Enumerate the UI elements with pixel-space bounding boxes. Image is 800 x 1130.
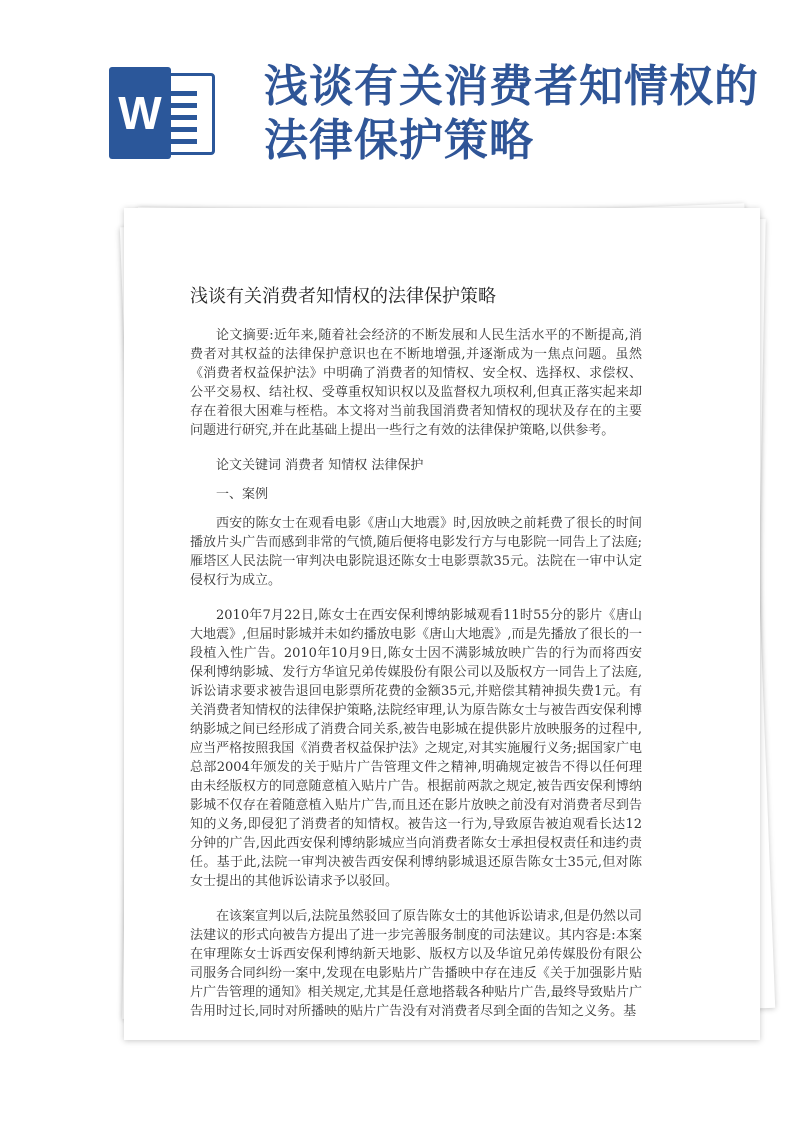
abstract-paragraph: 论文摘要:近年来,随着社会经济的不断发展和人民生活水平的不断提高,消费者对其权益的法律保护意识也在不断地增强,并逐渐成为一焦点问题。虽然《消费者权益保护法》中明确了消费者的知情权、安全权、选择权、求偿权、公平交易权、结社权、受尊重权知识权以及监督权九项权利,但真正落实起来却存在着很大困难与桎梏。本文将对当前我国消费者知情权的现状及存在的主要问题进行研究,并在此基础上提出一些行之有效的法律保护策略,以供参考。 [190, 328, 642, 438]
case-paragraph-2: 2010年7月22日,陈女士在西安保利博纳影城观看11时55分的影片《唐山大地震》,但届时影城并未如约播放电影《唐山大地震》,而是先播放了很长的一段植入性广告。2010年10月9日,陈女士因不满影城放映广告的行为而将西安保利博纳影城、发行方华谊兄弟传媒股份有限公司以及版权方一同告上了法庭,诉讼请求要求被告退回电影票所花费的金额35元,并赔偿其精神损失费1元。有关消费者知情权的法律保护策略,法院经审理,认为原告陈女士与被告西安保利博纳影城之间已经形成了消费合同关系,被告电影城在提供影片放映服务的过程中,应当严格按照我国《消费者权益保护法》之规定,对其实施履行义务;据国家广电总部2004年颁发的关于贴片广告管理文件之精神,明确规定被告不得以任何理由未经版权方的同意随意植入贴片广告。根据前两款之规定,被告西安保利博纳影城不仅存在着随意植入贴片广告,而且还在影片放映之前没有对消费者尽到告知的义务,即侵犯了消费者的知情权。被告这一行为,导致原告被迫观看长达12分钟的广告,因此西安保利博纳影城应当向消费者陈女士承担侵权责任和违约责任。基于此,法院一审判决被告西安保利博纳影城退还原告陈女士35元,但对陈女士提出的其他诉讼请求予以驳回。 [190, 608, 642, 889]
document-title: 浅谈有关消费者知情权的法律保护策略 [190, 286, 496, 307]
case-paragraph-3: 在该案宣判以后,法院虽然驳回了原告陈女士的其他诉讼请求,但是仍然以司法建议的形式向被告方提出了进一步完善服务制度的司法建议。其内容是:本案在审理陈女士诉西安保利博纳新天地影、版权方以及华谊兄弟传媒股份有限公司服务合同纠纷一案中,发现在电影贴片广告播映中存在违反《关于加强影片贴片广告管理的通知》相关规定,尤其是任意地搭载各种贴片广告,最终导致贴片广告用时过长,同时对所播映的贴片广告没有对消费者尽到全面的告知之义务。基 [190, 909, 642, 1019]
section-heading: 一、案例 [216, 487, 269, 502]
word-logo-badge: W [109, 67, 171, 159]
word-document-icon [109, 67, 217, 159]
keywords-line: 论文关键词 消费者 知情权 法律保护 [216, 458, 424, 473]
header-title: 浅谈有关消费者知情权的法律保护策略 [264, 61, 759, 166]
document-body [190, 326, 642, 1037]
case-paragraph-1: 西安的陈女士在观看电影《唐山大地震》时,因放映之前耗费了很长的时间播放片头广告而感到非常的气愤,随后便将电影发行方与电影院一同告上了法庭;雁塔区人民法院一审判决电影院退还陈女士电影票款35元。法院在一审中认定侵权行为成立。 [190, 516, 642, 588]
